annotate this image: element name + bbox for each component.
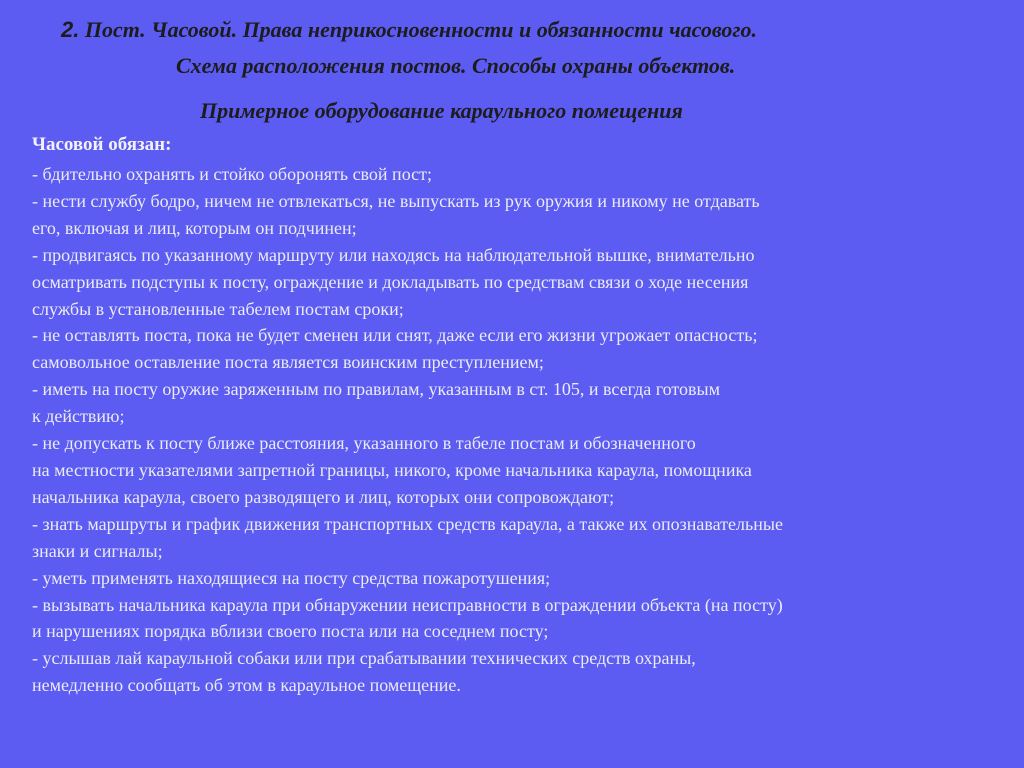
text-line: - вызывать начальника караула при обнаружении неисправности в ограждении объекта (на посту) <box>32 594 783 615</box>
text-line: - продвигаясь по указанному маршруту или находясь на наблюдательной вышке, внимательно <box>32 244 755 265</box>
text-line: самовольное оставление поста является воинским преступлением; <box>32 352 544 373</box>
text-line: - услышав лай караульной собаки или при срабатывании технических средств охраны, <box>32 648 696 669</box>
text-line: - уметь применять находящиеся на посту средства пожаротушения; <box>32 567 551 588</box>
duties-list <box>32 161 1012 699</box>
text-line: осматривать подступы к посту, ограждение и докладывать по средствам связи о ходе несения <box>32 271 749 292</box>
text-line: начальника караула, своего разводящего и лиц, которых они сопровождают; <box>32 486 615 507</box>
text-line: - бдительно охранять и стойко оборонять свой пост; <box>32 164 432 184</box>
title-line-2: Схема расположения постов. Способы охраны объектов. <box>176 53 736 78</box>
text-line: немедленно сообщать об этом в караульное помещение. <box>32 675 461 696</box>
title-number: 2. <box>61 17 80 42</box>
text-line: - знать маршруты и график движения транспортных средств караула, а также их опознавательные <box>32 513 783 534</box>
title-line-1 <box>61 17 757 43</box>
text-line: - нести службу бодро, ничем не отвлекаться, не выпускать из рук оружия и никому не отдавать <box>32 190 760 211</box>
title-line-3: Примерное оборудование караульного помещения <box>200 98 683 123</box>
section-heading: Часовой обязан: <box>32 134 172 155</box>
text-line: к действию; <box>32 406 125 427</box>
text-line: и нарушениях порядка вблизи своего поста или на соседнем посту; <box>32 621 549 642</box>
title-text-1: Пост. Часовой. Права неприкосновенности и обязанности часового. <box>84 17 758 42</box>
text-line: знаки и сигналы; <box>32 540 163 561</box>
text-line: - не оставлять поста, пока не будет сменен или снят, даже если его жизни угрожает опасность; <box>32 325 758 346</box>
text-line: на местности указателями запретной границы, никого, кроме начальника караула, помощника <box>32 459 752 480</box>
text-line: службы в установленные табелем постам сроки; <box>32 298 404 319</box>
slide-body <box>32 132 1012 699</box>
text-line: - иметь на посту оружие заряженным по правилам, указанным в ст. 105, и всегда готовым <box>32 379 721 400</box>
text-line: - не допускать к посту ближе расстояния, указанного в табеле постам и обозначенного <box>32 433 696 454</box>
text-line: его, включая и лиц, которым он подчинен; <box>32 217 357 238</box>
